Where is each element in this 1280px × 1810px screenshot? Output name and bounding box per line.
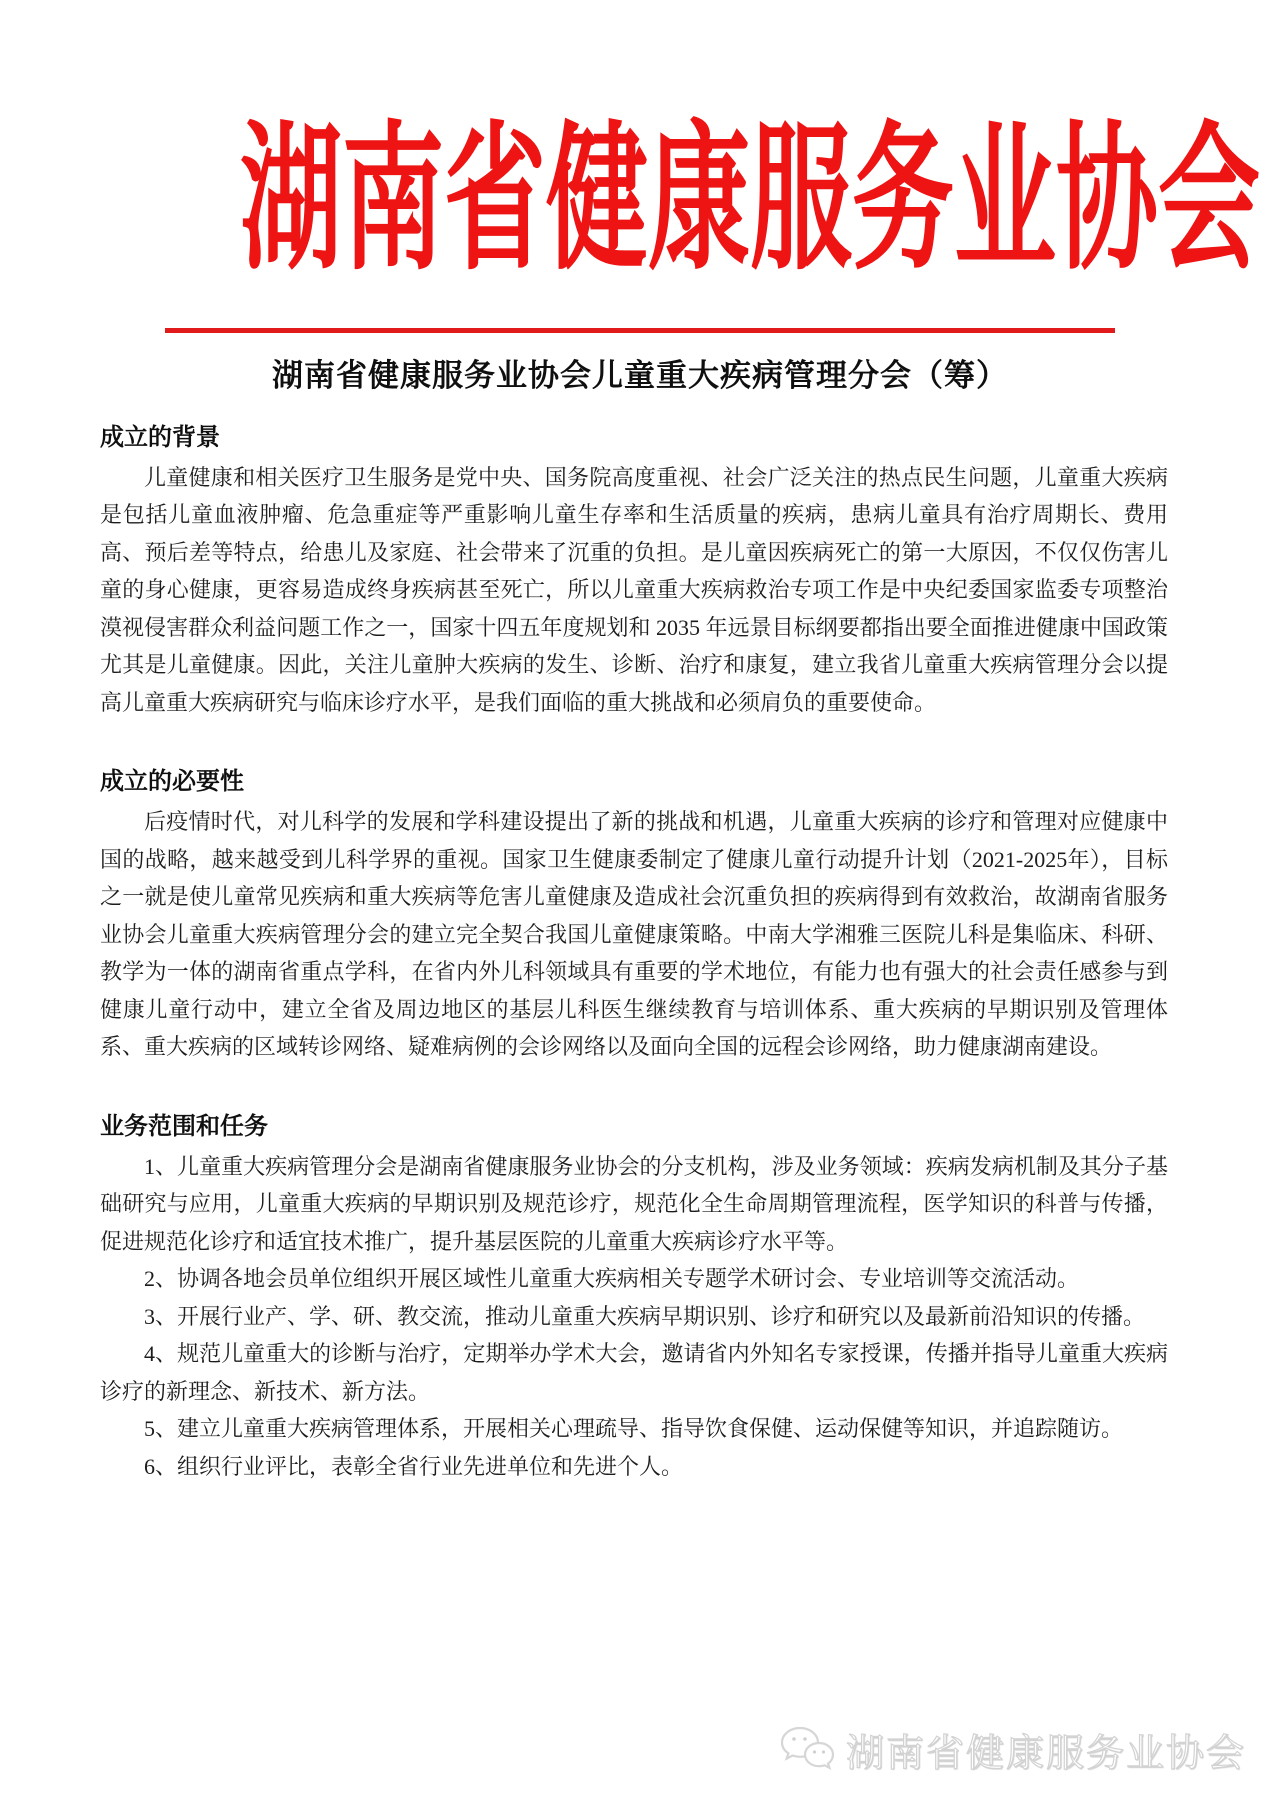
brand-header bbox=[0, 0, 1280, 290]
footer-brand-label: 湖南省健康服务业协会 bbox=[845, 1733, 1246, 1775]
wechat-icon bbox=[778, 1724, 836, 1776]
section-scope-tasks bbox=[100, 1112, 1168, 1486]
section-necessity bbox=[100, 767, 1168, 1066]
list-item: 3、开展行业产、学、研、教交流，推动儿童重大疾病早期识别、诊疗和研究以及最新前沿知识的传播。 bbox=[144, 1303, 1146, 1329]
document-body bbox=[100, 423, 1168, 1486]
title-divider bbox=[165, 328, 1115, 333]
paragraph: 儿童健康和相关医疗卫生服务是党中央、国务院高度重视、社会广泛关注的热点民生问题，儿童重大疾病是包括儿童血液肿瘤、危急重症等严重影响儿童生存率和生活质量的疾病，患病儿童具有治疗周期长、费用高、预后差等特点，给患儿及家庭、社会带来了沉重的负担。是儿童因疾病死亡的第一大原因，不仅仅伤害儿童的身心健康，更容易造成终身疾病甚至死亡，所以儿童重大疾病救治专项工作是中央纪委国家监委专项整治漠视侵害群众利益问题工作之一，国家十四五年度规划和 2035 年远景目标纲要都指出要全面推进健康中国政策尤其是儿童健康。因此，关注儿童肿大疾病的发生、诊断、治疗和康复，建立我省儿童重大疾病管理分会以提高儿童重大疾病研究与临床诊疗水平，是我们面临的重大挑战和必须肩负的重要使命。 bbox=[100, 464, 1168, 715]
doc-title: 湖南省健康服务业协会儿童重大疾病管理分会（筹） bbox=[272, 358, 1008, 393]
list-item: 4、规范儿童重大的诊断与治疗，定期举办学术大会，邀请省内外知名专家授课，传播并指导儿童重大疾病诊疗的新理念、新技术、新方法。 bbox=[100, 1341, 1168, 1404]
section-heading: 成立的背景 bbox=[100, 423, 220, 451]
list-item: 6、组织行业评比，表彰全省行业先进单位和先进个人。 bbox=[144, 1453, 684, 1479]
brand-title: 湖南省健康服务业协会 bbox=[240, 113, 1261, 290]
list-item: 5、建立儿童重大疾病管理体系，开展相关心理疏导、指导饮食保健、运动保健等知识，并追踪随访。 bbox=[144, 1416, 1124, 1442]
list-item: 2、协调各地会员单位组织开展区域性儿童重大疾病相关专题学术研讨会、专业培训等交流活动。 bbox=[144, 1266, 1080, 1292]
list-item: 1、儿童重大疾病管理分会是湖南省健康服务业协会的分支机构，涉及业务领域：疾病发病机制及其分子基础研究与应用，儿童重大疾病的早期识别及规范诊疗，规范化全生命周期管理流程，医学知识的科普与传播，促进规范化诊疗和适宜技术推广，提升基层医院的儿童重大疾病诊疗水平等。 bbox=[100, 1153, 1168, 1254]
paragraph: 后疫情时代，对儿科学的发展和学科建设提出了新的挑战和机遇，儿童重大疾病的诊疗和管理对应健康中国的战略，越来越受到儿科学界的重视。国家卫生健康委制定了健康儿童行动提升计划（2021-2025年），目标之一就是使儿童常见疾病和重大疾病等危害儿童健康及造成社会沉重负担的疾病得到有效救治，故湖南省服务业协会儿童重大疾病管理分会的建立完全契合我国儿童健康策略。中南大学湘雅三医院儿科是集临床、科研、教学为一体的湖南省重点学科，在省内外儿科领域具有重要的学术地位，有能力也有强大的社会责任感参与到健康儿童行动中，建立全省及周边地区的基层儿科医生继续教育与培训体系、重大疾病的早期识别及管理体系、重大疾病的区域转诊网络、疑难病例的会诊网络以及面向全国的远程会诊网络，助力健康湖南建设。 bbox=[100, 809, 1168, 1060]
section-background bbox=[100, 423, 1168, 722]
footer-brand bbox=[778, 1722, 1246, 1777]
section-heading: 成立的必要性 bbox=[100, 768, 244, 796]
section-heading: 业务范围和任务 bbox=[100, 1112, 268, 1140]
